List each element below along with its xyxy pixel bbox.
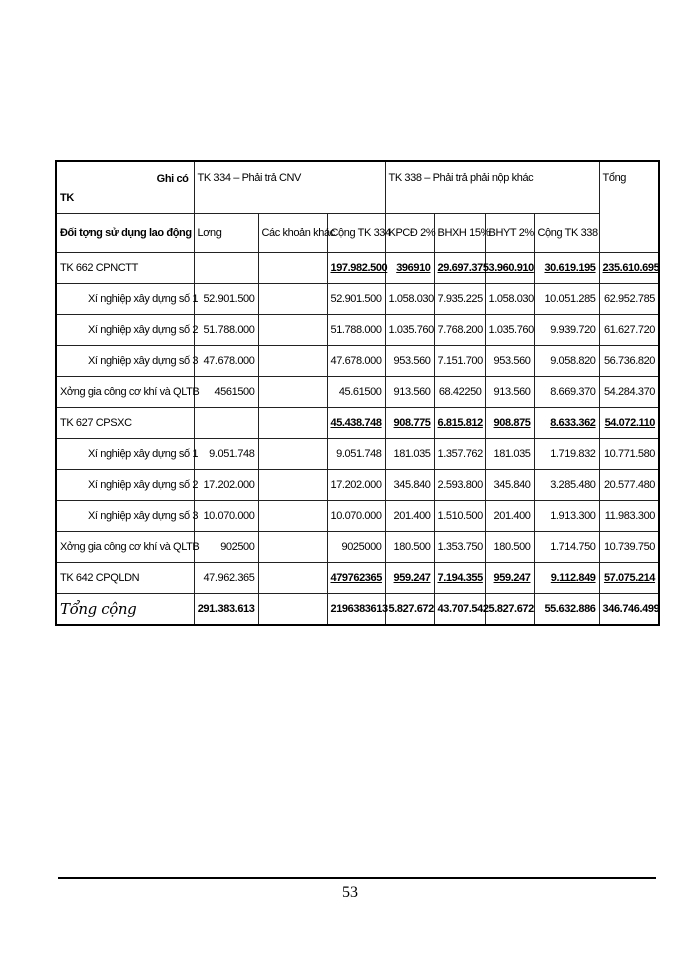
page-number: 53 [342,884,358,901]
row-label: TK 642 CPQLDN [56,562,194,593]
header-doi-tuong: Đối tợng sử dụng lao động [56,213,194,252]
cell-khac [258,345,327,376]
row-label: Xí nghiệp xây dựng số 2 [56,314,194,345]
cell-tong: 61.627.720 [599,314,659,345]
cell-kpcd: 181.035 [385,438,434,469]
cell-khac [258,314,327,345]
header-cong-tk334: Cộng TK 334 [327,213,385,252]
cell-kpcd: 201.400 [385,500,434,531]
row-label: Xí nghiệp xây dựng số 1 [56,283,194,314]
table-row [56,562,659,593]
row-label: Xởng gia công cơ khí và QLTB [56,531,194,562]
total-row [56,593,659,625]
header-luong: Lơng [194,213,258,252]
cell-tong: 62.952.785 [599,283,659,314]
total-bhyt: 5.827.672 [485,593,534,625]
header-tk: TK [60,192,74,204]
cell-cong338: 1.714.750 [534,531,599,562]
cell-bhyt: 3.960.910 [485,252,534,283]
cell-cong338: 8.669.370 [534,376,599,407]
cell-luong: 902500 [194,531,258,562]
cell-cong334: 479762365 [327,562,385,593]
cell-tong: 54.072.110 [599,407,659,438]
row-label: TK 662 CPNCTT [56,252,194,283]
cell-bhyt: 913.560 [485,376,534,407]
footer-divider [58,877,656,879]
cell-tong: 10.739.750 [599,531,659,562]
table-row [56,376,659,407]
cell-tong: 56.736.820 [599,345,659,376]
cell-kpcd: 1.058.030 [385,283,434,314]
cell-luong: 10.070.000 [194,500,258,531]
cell-khac [258,469,327,500]
total-cong338: 55.632.886 [534,593,599,625]
total-label: Tổng cộng [56,593,194,625]
cell-khac [258,283,327,314]
cell-kpcd: 913.560 [385,376,434,407]
cell-bhyt: 345.840 [485,469,534,500]
cell-cong334: 9025000 [327,531,385,562]
cell-cong334: 10.070.000 [327,500,385,531]
cell-bhxh: 68.42250 [434,376,485,407]
cell-cong338: 10.051.285 [534,283,599,314]
cell-luong: 17.202.000 [194,469,258,500]
header-kpcd: KPCĐ 2% [385,213,434,252]
cell-bhxh: 7.194.355 [434,562,485,593]
row-label: Xởng gia công cơ khí và QLTB [56,376,194,407]
cell-khac [258,500,327,531]
cell-cong334: 51.788.000 [327,314,385,345]
cell-khac [258,376,327,407]
total-bhxh: 43.707.542 [434,593,485,625]
cell-kpcd: 1.035.760 [385,314,434,345]
total-luong: 291.383.613 [194,593,258,625]
cell-bhxh: 7.935.225 [434,283,485,314]
cell-cong338: 30.619.195 [534,252,599,283]
table-row [56,438,659,469]
cell-cong338: 1.913.300 [534,500,599,531]
cell-tong: 20.577.480 [599,469,659,500]
total-cong334: 2196383613 [327,593,385,625]
cell-khac [258,438,327,469]
header-group-tk338: TK 338 – Phải trả phải nộp khác [385,161,599,213]
cell-luong: 47.962.365 [194,562,258,593]
cell-bhyt: 1.058.030 [485,283,534,314]
cell-cong338: 1.719.832 [534,438,599,469]
cell-bhyt: 908.875 [485,407,534,438]
cell-tong: 11.983.300 [599,500,659,531]
cell-khac [258,531,327,562]
cell-khac [258,252,327,283]
cell-luong: 51.788.000 [194,314,258,345]
cell-bhxh: 2.593.800 [434,469,485,500]
table-row [56,531,659,562]
cell-cong338: 9.112.849 [534,562,599,593]
cell-kpcd: 908.775 [385,407,434,438]
table-row [56,283,659,314]
cell-kpcd: 953.560 [385,345,434,376]
cell-kpcd: 396910 [385,252,434,283]
table-row [56,407,659,438]
cell-cong338: 3.285.480 [534,469,599,500]
cell-khac [258,562,327,593]
header-bhxh: BHXH 15% [434,213,485,252]
cell-cong338: 9.058.820 [534,345,599,376]
cell-tong: 54.284.370 [599,376,659,407]
total-tong: 346.746.499 [599,593,659,625]
cell-bhyt: 1.035.760 [485,314,534,345]
cell-cong334: 52.901.500 [327,283,385,314]
header-cong-tk338: Cộng TK 338 [534,213,599,252]
cell-luong: 52.901.500 [194,283,258,314]
cell-kpcd: 180.500 [385,531,434,562]
cell-luong [194,407,258,438]
cell-bhyt: 180.500 [485,531,534,562]
cell-bhxh: 29.697.375 [434,252,485,283]
cell-bhxh: 7.768.200 [434,314,485,345]
cell-cong334: 45.61500 [327,376,385,407]
cell-cong334: 197.982.500 [327,252,385,283]
cell-bhyt: 953.560 [485,345,534,376]
row-label: Xí nghiệp xây dựng số 3 [56,500,194,531]
cell-bhyt: 201.400 [485,500,534,531]
cell-tong: 57.075.214 [599,562,659,593]
cell-bhxh: 1.357.762 [434,438,485,469]
cell-cong334: 17.202.000 [327,469,385,500]
cell-bhxh: 7.151.700 [434,345,485,376]
table-row [56,469,659,500]
cell-bhyt: 959.247 [485,562,534,593]
cell-cong334: 9.051.748 [327,438,385,469]
table-row [56,314,659,345]
cell-bhxh: 1.353.750 [434,531,485,562]
cell-cong334: 45.438.748 [327,407,385,438]
cell-luong: 47.678.000 [194,345,258,376]
header-ghi-co: Ghi có [156,173,189,185]
row-label: Xí nghiệp xây dựng số 3 [56,345,194,376]
row-label: Xí nghiệp xây dựng số 1 [56,438,194,469]
cell-kpcd: 959.247 [385,562,434,593]
total-khac [258,593,327,625]
cell-cong338: 9.939.720 [534,314,599,345]
header-corner [56,161,194,213]
table-row [56,345,659,376]
header-cac-khoan-khac: Các khoản khác [258,213,327,252]
cell-luong: 9.051.748 [194,438,258,469]
cell-luong [194,252,258,283]
header-group-tk334: TK 334 – Phải trả CNV [194,161,385,213]
cell-tong: 235.610.695 [599,252,659,283]
header-tong: Tổng [599,161,659,252]
cell-khac [258,407,327,438]
row-label: Xí nghiệp xây dựng số 2 [56,469,194,500]
cell-cong338: 8.633.362 [534,407,599,438]
table-row [56,500,659,531]
salary-allocation-table [55,160,660,626]
cell-bhyt: 181.035 [485,438,534,469]
cell-kpcd: 345.840 [385,469,434,500]
cell-bhxh: 1.510.500 [434,500,485,531]
row-label: TK 627 CPSXC [56,407,194,438]
table-row [56,252,659,283]
total-kpcd: 5.827.672 [385,593,434,625]
cell-tong: 10.771.580 [599,438,659,469]
cell-cong334: 47.678.000 [327,345,385,376]
cell-luong: 4561500 [194,376,258,407]
cell-bhxh: 6.815.812 [434,407,485,438]
header-bhyt: BHYT 2% [485,213,534,252]
